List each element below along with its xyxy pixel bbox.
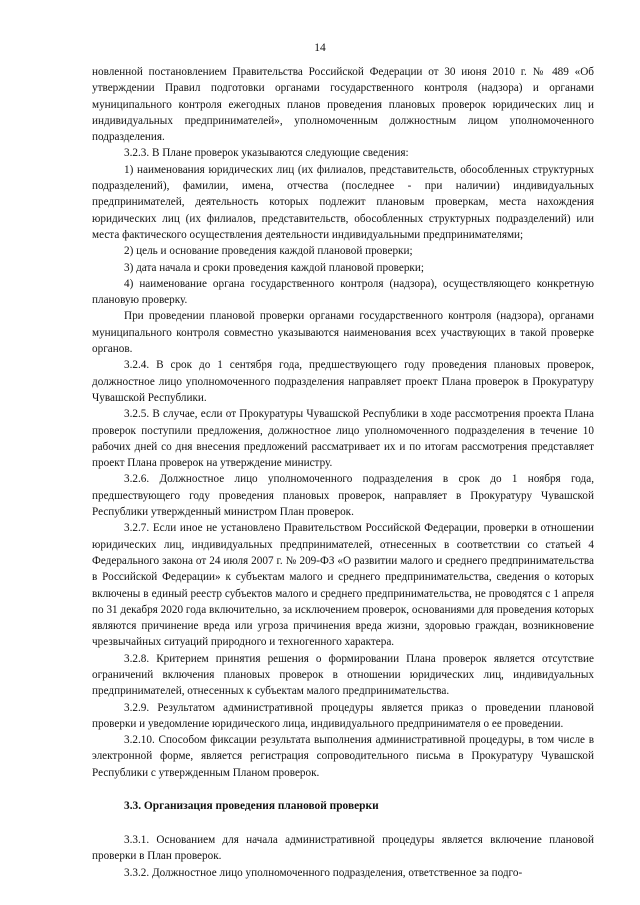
document-body bbox=[92, 64, 594, 881]
paragraph-3-2-6: 3.2.6. Должностное лицо уполномоченного подразделения в срок до 1 ноября года, предшествующего году проведения плановых проверок, направляет в Прокуратуру Чувашской Республики утвержденный министром План проверок. bbox=[92, 473, 594, 519]
paragraph-3-2-5: 3.2.5. В случае, если от Прокуратуры Чувашской Республики в ходе рассмотрения проекта Плана проверок поступили предложения, должностное лицо уполномоченного подразделения в течение 10 рабочих дней со дня внесения предложений рассматривает их и по итогам рассмотрения представляет проект Плана проверок на утверждение министру. bbox=[92, 408, 594, 470]
paragraph-3-2-7: 3.2.7. Если иное не установлено Правительством Российской Федерации, проверки в отношении юридических лиц, индивидуальных предпринимателей, отнесенных в соответствии со статьей 4 Федерального закона от 24 июля 2007 г. № 209-ФЗ «О развитии малого и среднего предпринимательства в Российской Федерации» к субъектам малого и среднего предпринимательства, сведения о которых включены в единый реестр субъектов малого и среднего предпринимательства, не проводятся с 1 апреля по 31 декабря 2020 года включительно, за исключением проверок, основаниями для проведения которых являются причинение вреда или угроза причинения вреда жизни, здоровью граждан, возникновение чрезвычайных ситуаций природного и техногенного характера. bbox=[92, 522, 594, 649]
paragraph-3-2-4: 3.2.4. В срок до 1 сентября года, предшествующего году проведения плановых проверок, должностное лицо уполномоченного подразделения направляет проект Плана проверок в Прокуратуру Чувашской Республики. bbox=[92, 359, 594, 404]
list-item-2: 2) цель и основание проведения каждой плановой проверки; bbox=[124, 245, 413, 258]
paragraph-3-3-2: 3.3.2. Должностное лицо уполномоченного подразделения, ответственное за подго- bbox=[124, 866, 523, 879]
paragraph-3-2-10: 3.2.10. Способом фиксации результата выполнения административной процедуры, в том числе в электронной форме, является регистрация сопроводительного письма в Прокуратуру Чувашской Республики с утвержденным Планом проверок. bbox=[92, 734, 594, 779]
paragraph-joint-inspection: При проведении плановой проверки органами государственного контроля (надзора), органами муниципального контроля совместно указываются наименования всех участвующих в такой проверке органов. bbox=[92, 310, 594, 356]
page-number: 14 bbox=[314, 42, 326, 54]
paragraph-continuation: новленной постановлением Правительства Российской Федерации от 30 июня 2010 г. № 489 «Об утверждении Правил подготовки органами государственного контроля (надзора) и органами муниципального контроля ежегодных планов проведения плановых проверок юридических лиц и индивидуальных предпринимателей», уполномоченным должностным лицом уполномоченного подразделения. bbox=[92, 66, 594, 144]
paragraph-3-3-1: 3.3.1. Основанием для начала административной процедуры является включение плановой проверки в План проверок. bbox=[92, 834, 594, 863]
list-item-1: 1) наименования юридических лиц (их филиалов, представительств, обособленных структурных подразделений), фамилии, имена, отчества (последнее - при наличии) индивидуальных предпринимателей, деятельность которых подлежит плановым проверкам, места нахождения юридических лиц (их филиалов, представительств, обособленных структурных подразделений) или места фактического осуществления деятельности индивидуальными предпринимателями; bbox=[92, 163, 594, 241]
list-item-3: 3) дата начала и сроки проведения каждой плановой проверки; bbox=[124, 261, 424, 274]
section-heading-3-3: 3.3. Организация проведения плановой проверки bbox=[124, 800, 379, 813]
paragraph-3-2-8: 3.2.8. Критерием принятия решения о формировании Плана проверок является отсутствие ограничений включения плановых проверок в отношении юридических лиц, индивидуальных предпринимателей, отнесенных к субъектам малого предпринимательства. bbox=[92, 652, 594, 698]
paragraph-3-2-9: 3.2.9. Результатом административной процедуры является приказ о проведении плановой проверки и уведомление юридического лица, индивидуального предпринимателя о ее проведении. bbox=[92, 701, 594, 730]
list-item-4: 4) наименование органа государственного контроля (надзора), осуществляющего конкретную плановую проверку. bbox=[92, 277, 594, 307]
paragraph-3-2-3: 3.2.3. В Плане проверок указываются следующие сведения: bbox=[124, 147, 409, 160]
